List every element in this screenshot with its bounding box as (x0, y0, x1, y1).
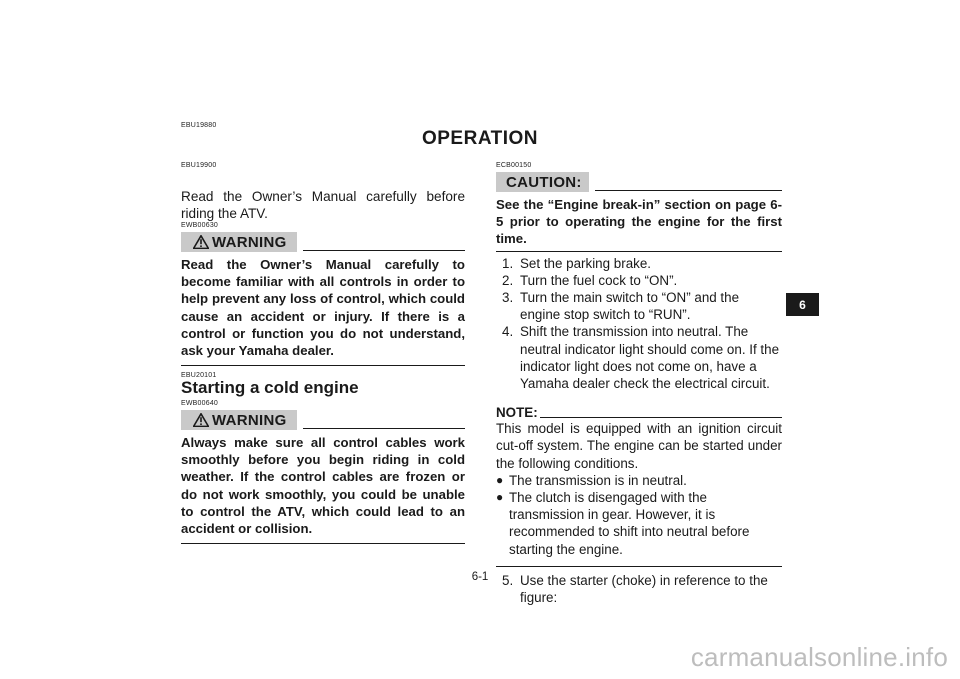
bullet-text: The clutch is disengaged with the transmission in gear. However, it is recommended to shift into neutral before starting the engine. (509, 490, 750, 557)
warning-badge (181, 232, 297, 252)
warning-label: WARNING (212, 233, 287, 251)
bullet-icon: ● (496, 472, 504, 487)
document-code: EBU19880 (181, 122, 217, 129)
note-header-rule (540, 417, 782, 418)
caution-label: CAUTION: (506, 173, 582, 191)
watermark: carmanualsonline.info (690, 642, 948, 672)
document-code: EBU19900 (181, 162, 217, 169)
document-code: EWB00640 (181, 400, 219, 407)
section-title: Starting a cold engine (181, 378, 359, 397)
intro-text: Read the Owner’s Manual carefully before riding the ATV. (181, 189, 465, 222)
caution-block (496, 170, 782, 606)
caution-header-rule (595, 190, 782, 191)
page-title: OPERATION (421, 128, 539, 149)
list-item (496, 272, 782, 289)
note-text: This model is equipped with an ignition circuit cut-off system. The engine can be started under the following conditions. (496, 421, 782, 471)
warning-text: Read the Owner’s Manual carefully to become familiar with all controls in order to help prevent any loss of control, which could cause an accident or injury. If there is a control or function you do not understand, ask your Yamaha dealer. (181, 257, 465, 359)
step-number: 2. (502, 272, 514, 288)
note-end-rule (496, 566, 782, 567)
warning-text: Always make sure all control cables work smoothly before you begin riding in cold weather. If the control cables are frozen or do not work smoothly, you could be unable to control the ATV, which could lead to an accident or collision. (181, 435, 465, 537)
warning-header (181, 230, 465, 252)
list-item (496, 323, 782, 392)
step-text: Shift the transmission into neutral. The neutral indicator light should come on. If the indicator light does not come on, have a Yamaha dealer check the electrical circuit. (520, 324, 780, 392)
step-number: 4. (502, 324, 514, 340)
step-number: 1. (502, 255, 514, 271)
step-text: Turn the fuel cock to “ON”. (520, 272, 678, 288)
document-code: EBU20101 (181, 372, 217, 379)
warning-triangle-icon (193, 235, 209, 249)
document-code: ECB00150 (496, 162, 532, 169)
caution-badge (496, 172, 589, 192)
warning-block-2 (181, 408, 465, 544)
step-number: 5. (502, 572, 514, 588)
bullet-list (496, 472, 782, 558)
warning-end-rule (181, 365, 465, 366)
document-code: EWB00630 (181, 222, 219, 229)
page-number: 6-1 (471, 571, 489, 583)
intro-paragraph (181, 188, 465, 222)
list-item (496, 289, 782, 323)
warning-triangle-icon (193, 413, 209, 427)
bullet-icon: ● (496, 490, 504, 505)
caution-end-rule (496, 251, 782, 252)
warning-header-rule (303, 250, 465, 251)
warning-badge (181, 410, 297, 430)
step-number: 3. (502, 290, 514, 306)
step-text: Set the parking brake. (520, 255, 652, 271)
bullet-text: The transmission is in neutral. (509, 472, 687, 488)
note-label: NOTE: (496, 405, 538, 421)
note-header (496, 404, 782, 420)
chapter-tab: 6 (786, 293, 819, 316)
warning-header (181, 408, 465, 430)
caution-header (496, 170, 782, 192)
step-text: Turn the main switch to “ON” and the engine stop switch to “RUN”. (520, 290, 740, 323)
warning-header-rule (303, 428, 465, 429)
section-heading (181, 378, 465, 398)
list-item (496, 472, 782, 489)
steps-list (496, 255, 782, 393)
warning-block-1 (181, 230, 465, 366)
warning-end-rule (181, 543, 465, 544)
caution-text: See the “Engine break-in” section on page 6-5 prior to operating the engine for the first time. (496, 197, 782, 247)
list-item (496, 489, 782, 558)
list-item (496, 255, 782, 272)
step-text: Use the starter (choke) in reference to the figure: (520, 572, 768, 606)
warning-label: WARNING (212, 411, 287, 429)
